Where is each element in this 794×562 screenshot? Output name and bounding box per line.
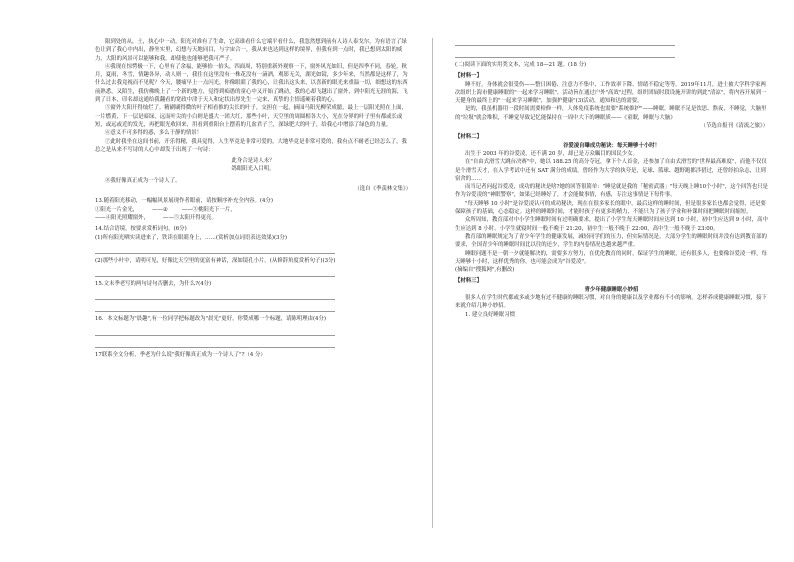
question-17: 17联系全文分析，季老为什么说"我好像真正成为一个诗人了"?（4 分） [95,351,266,358]
answer-line[interactable] [95,304,335,312]
column-divider [432,38,433,528]
material-paragraph: 而当记者问起谷爱凌，成功的秘诀是啥?她的回答很简单："睡觉就是我的「秘密武器」"每天晚上睡10个小时"，这个回答也只是作为谷爱凌的"神眠警察"，如果已经睡好了，才会能做事情，有感，专注这事情是下每件事。 [455,184,768,199]
material-3-headline: 青少年健康睡眠小妙招 [584,286,639,293]
material-1-title: 【材料一】 [455,73,482,80]
answer-line[interactable] [455,50,675,58]
material-source: (摘编自"搜狐网",有删改) [455,267,515,274]
material-paragraph: 出生于 2003 年的谷爱凌，还不满 20 岁，却已是万众瞩目的国民少女。 [465,150,638,157]
answer-line[interactable] [95,269,335,277]
question-13: 13.随着阳光移动，一幅幅风景展现作者眼前，请按顺序补充全内容。(4分) [95,198,273,205]
passage-paragraph: ⑥意义不可多得的惑，多么于静的情景！ [105,130,203,137]
passage-paragraph: ⑧我好像真正成为一个诗人了。 [105,177,181,184]
right-column [455,38,768,319]
material-2-headline: 谷爱凌自曝成功秘诀：每天睡够十小时！ [562,142,661,149]
passage-paragraph: 限到处的从，土，执心中一动，阳光对准有了生命，它高谁看什么它端平看什么，我忽然想到前有人诗人泰戈尔，为有语言了绿色让到了我心中内出，静坐实里，幻想与天地同目，与宇宙合一，我从来也达到这样的境界，但我有到一点时，我已想到太阳的威力，大阳的风景可以能够和我，却使他也能够把我可严子。 [95,39,407,62]
question-14: 14.结合语境，按要求赏析词句。(6分) [95,226,187,233]
q13-blank-b: ——② [152,206,168,213]
material-paragraph: 1. 建立良好睡眠习惯 [465,311,515,318]
question-16: 16．本文标题为"晨趣",有一位同学把标题改为"晨光"更好，你赞成哪一个标题，请陈明理由(4分) [95,316,326,323]
passage-paragraph: ⑤窗外大阳开得灿烂了。精刷刷得微的叶子相看推的尖长的叶子，交担在一起，摘园马阳光柳荣成臆，最上一层阳光照在上面，一片燃黄，下一层是暗绿，远而叶尖的小白则是盛大一团大红，那些小叶，天空里的周圆相各大小，光在分界的叶子里有都或长或短，或远或近的发光，再把眼光收回来，用看到重阳台上摆着的几盆君子兰，深绿肥大的叶子，给我心中增添了绿色的力量。 [95,105,407,128]
q13-fill-row-1 [95,206,411,214]
material-paragraph: 众所周知，教育部对中小学生睡眠时间有过明确要求，提出了小学生每天睡眠时间应达到 10 小时，初中生应达到 9 小时，高中生应达到 8 小时。小学生就寝时间一般不晚于 21:20，初中生一般不晚于 22:00，高中生一般不晚于 23:00。 [455,217,768,232]
q13-blank-e: ——⑤太阳开得更亮。 [162,214,217,221]
material-paragraph: 睡不好，身体就会很受伤——整日困倦、注意力不集中、工作效率下降、情绪不稳定等等。2019年11月，进士被大学科学家两次组织上海市健康睡眠的"一起来学习睡眠"，活动旨在通过户外"高效"过程，组织团展时段设施开讲的到此"清凉"，将内容开展到一天健身的最终上的"一起来学习睡眠"，加强护健康"(3)活动，通知和达的需要。 [455,81,767,105]
material-paragraph: 睡眠问题不是一朝一夕就能解决的，需要多方努力，在优化教育的同时，保证学生的睡眠，还有很多人，也要像谷爱凌一样，每天睡够十小时，这样优秀的你，也可能会成为"谷爱凌"。 [455,250,767,265]
section-heading: (二)阅读下面的实用类文本，完成 18—21 题。(18 分) [455,62,587,68]
question-15: 15.文末季老写的两句诗句否删去，为什么?(4分) [95,281,212,288]
poem-line-2: 鸽眼阳光入目明。 [231,166,275,173]
material-paragraph: 教育部的睡眠规定为了青少年学生的健康发展，减轻同学们的压力，但实际情况是，大部分学生的睡眠时间并没有达到教育部的要求，全国青少年的睡眠时间比以往的还少，学生的内卷情况也越来越严重。 [455,233,767,249]
question-14-1: (1)所有阳光晒实读进来了，铁读在眼睛身上，……(赏析加点词语表达效果)(3分) [95,234,287,241]
material-paragraph: 是的，我虽机器用一段时间需要检修一样，人体免疫系统也需要"系统维护"——睡眠。睡眠不足是饮思、熬夜，不睡觉，大脑里的"垃圾"就会堆积，不睡觉导致记忆能保持在一周中大下的睡眠质——《童眠，睡眠与大脑》 [455,106,767,121]
q13-blank-c: ——③桃阳光下一片， [181,206,236,213]
answer-line[interactable] [455,38,675,46]
material-paragraph: 在"自由式滑雪大跳台决赛"中，她以 188.25 的高分夺冠，拿下个人首金，还参加了自由式滑雪的"世界最高难度"，而他不仅仅是个滑雪天才，在入学考试中还有 SAT 满分的成绩，曾经作为大学的执夸是，足球、篮球、越野跑都涉猎过，还曾经拍杂志，让到宿舍的…… [455,159,767,182]
q13-blank-a: ①阳光一片金光， [95,206,139,213]
answer-line[interactable] [95,292,335,300]
material-paragraph: "每天睡够 10 小时"是谷爱凌认可的成功秘诀，现在在很多家长的眼中，最后这样的睡时间，但是很多家长也都会觉得，还是要保障孩子的基础，心态稳定。这样的睡眠时间，才能时孩子有更多的精力，不能只为了孩子学业和补课时间把睡眠时间缩短。 [455,200,766,216]
question-14-2: (2)那些小叶中，请明可见，好像比天空里的更富有神话，深如镜孔小片。(从修辞角度赏析句子)(3分) [95,257,336,264]
material-3-title: 【材料三】 [455,278,482,285]
q13-fill-row-2 [95,214,411,222]
poem-line-1: 此身合是诗人未？ [231,158,275,165]
q13-blank-d: ——④阳光照耀窗外， [95,214,149,221]
answer-line[interactable] [95,340,335,348]
material-2-title: 【材料二】 [455,134,482,141]
material-source: （节选自报刊《清流之旅》） [700,123,768,130]
material-paragraph: 很多人在学生时代都或多或少地有过不健康的睡眠习惯，对自身的健康以及学业都有不小的影响。怎样养成健康睡眠习惯，接下来就介绍几种小妙招。 [455,295,767,310]
passage-source: （选自《季羡林文集》） [354,186,411,193]
passage-paragraph: ④我现在惊愕极一下，心里有了余福，能够抬一抬头，四面周，特别重新外观察一下，窗外风光如旧，但是四季不同，春轮，秋月，夏雨，冬雪，情趣各异，动人则一，我住在这里没有一株花没有一滴酒，观影无关，湖光如镜，多少年来，当然都是这样了，为什么过去我竟视而不见呢？今天，腰痛早上一点闪光，你像眼睛了我的心，让我出这头来，以喜新的眼光来重温一切，细想这的东西前熟悉，又陌生，我仿佛晚上了一个新的地方，觉得到痴愚的童心中又开始了跳动，我的心却飞越出了窗外，到中阳光无涯的海，飞到了日本，印名却这通给我翻看的宽政中津于天人和定状出厚先生一完来，真挚的主情遥硬着我的心。 [95,63,408,104]
answer-line[interactable] [95,246,335,254]
answer-line[interactable] [95,328,335,336]
left-column [95,38,411,359]
passage-paragraph: ⑦此时我坐在这间书前，开乐得精，我具觉得，人生毕竟是非常可爱的，大地毕竟是非常可爱的，我有点不耐老已经怎么了，我总之是从来不写诗的人心中却发于出现了一句诗： [95,138,407,153]
